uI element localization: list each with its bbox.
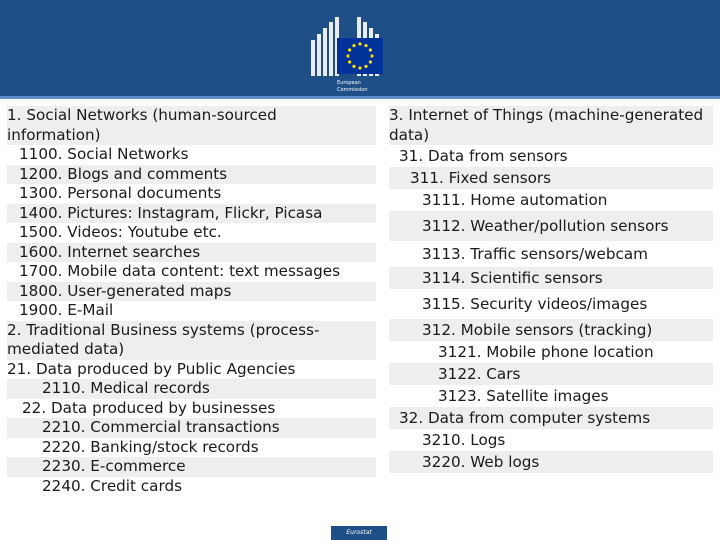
logo-line-2: Commission [337,87,368,93]
list-item: 3111. Home automation [422,191,608,209]
list-item: 2240. Credit cards [42,476,182,495]
list-item: 1600. Internet searches [7,243,376,263]
list-item: 2110. Medical records [7,379,376,399]
list-item: 21. Data produced by Public Agencies [7,359,296,378]
list-item: 3. Internet of Things (machine-generated data) [389,106,713,145]
list-item: 2210. Commercial transactions [7,418,376,438]
header-banner [0,0,720,99]
list-item: 22. Data produced by businesses [22,398,276,417]
list-item: 1300. Personal documents [19,184,222,202]
list-item: 1100. Social Networks [19,145,189,163]
list-item: 2220. Banking/stock records [42,437,259,456]
right-classification-list [389,106,713,473]
list-item: 3114. Scientific sensors [389,267,713,289]
list-item: 31. Data from sensors [399,147,568,165]
logo-caption [337,80,383,94]
list-item: 3122. Cars [389,363,713,385]
list-item: 1900. E-Mail [19,301,114,319]
list-item: 3115. Security videos/images [422,295,648,313]
eurostat-badge: Eurostat [331,526,387,540]
list-item: 2230. E-commerce [7,457,376,477]
left-classification-list [7,106,376,496]
list-item: 2. Traditional Business systems (process-mediated data) [7,321,376,360]
list-item: 32. Data from computer systems [389,407,713,429]
list-item: 1800. User-generated maps [7,282,376,302]
list-item: 3113. Traffic sensors/webcam [422,245,648,263]
list-item: 1. Social Networks (human-sourced information) [7,106,376,145]
list-item: 3112. Weather/pollution sensors [389,211,713,241]
list-item: 3123. Satellite images [438,387,609,405]
list-item: 3210. Logs [422,431,506,449]
list-item: 1700. Mobile data content: text messages [19,262,341,280]
list-item: 1500. Videos: Youtube etc. [19,223,222,241]
list-item: 1400. Pictures: Instagram, Flickr, Picasa [7,204,376,224]
list-item: 3121. Mobile phone location [438,343,654,361]
list-item: 311. Fixed sensors [389,167,713,189]
list-item: 3220. Web logs [389,451,713,473]
logo-line-1: European [337,80,361,86]
list-item: 1200. Blogs and comments [7,165,376,185]
list-item: 312. Mobile sensors (tracking) [389,319,713,341]
